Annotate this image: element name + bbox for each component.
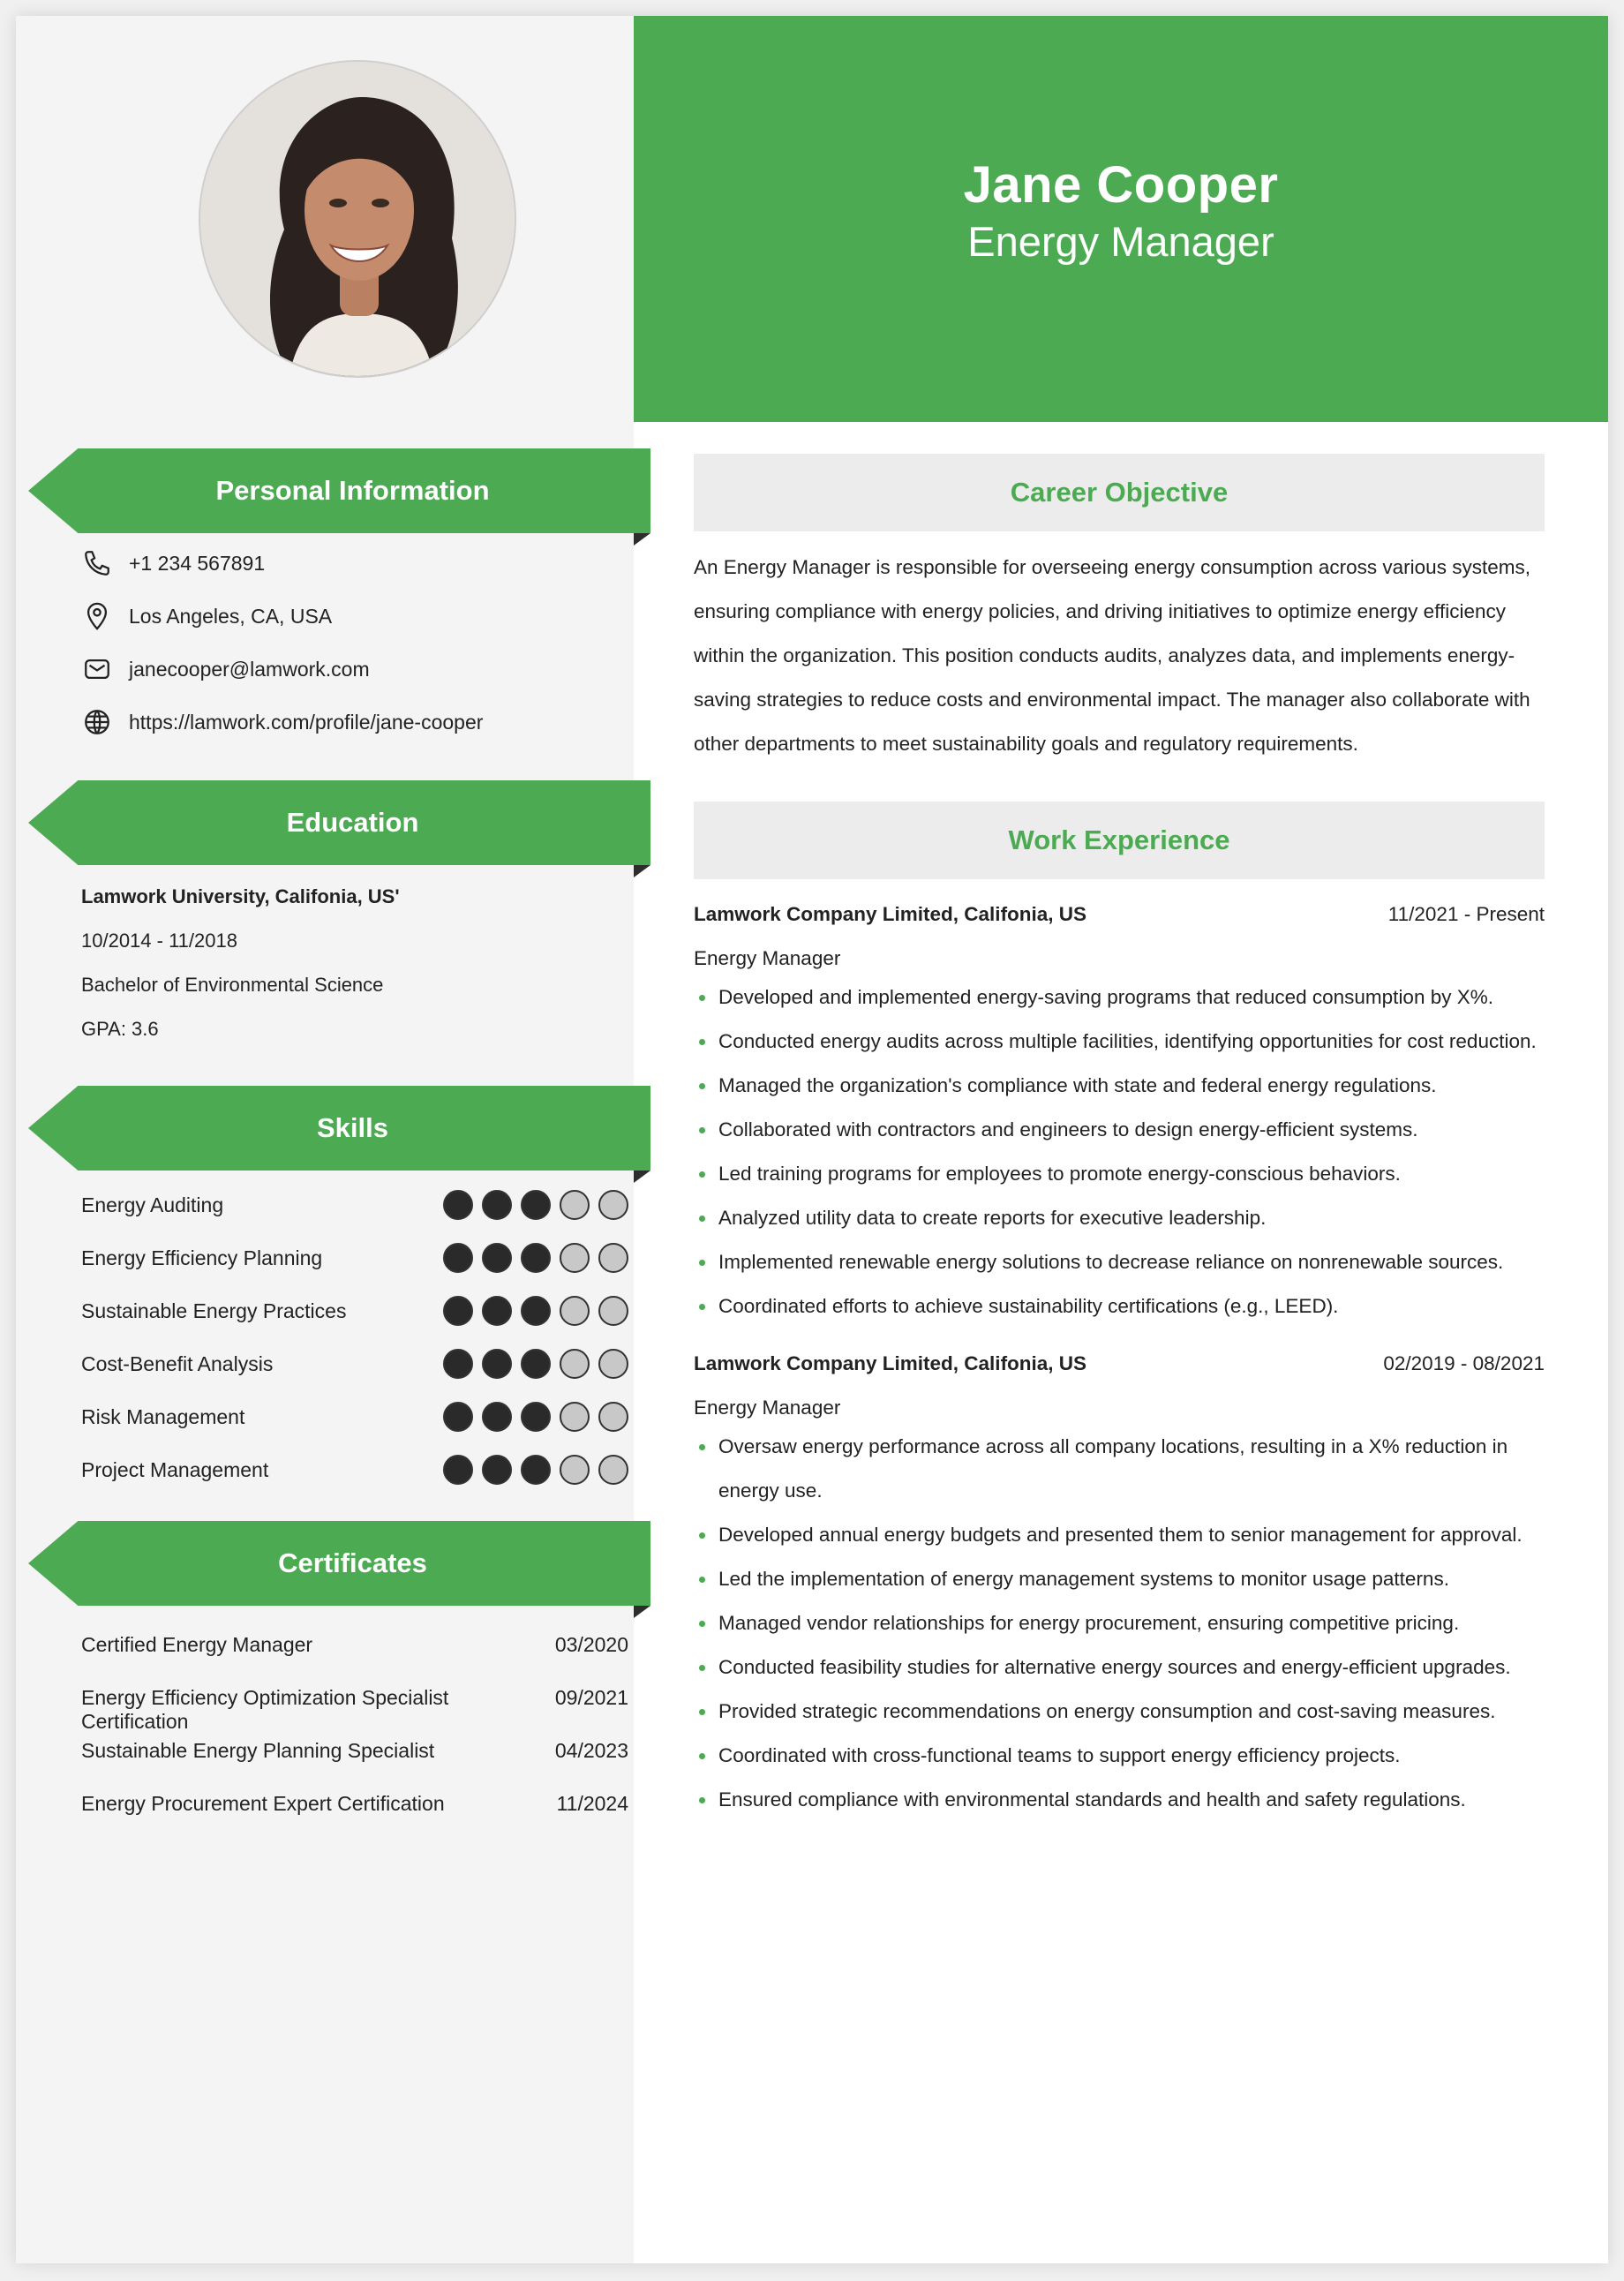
- rating-dot-filled: [482, 1455, 512, 1485]
- skill-name: Cost-Benefit Analysis: [81, 1351, 274, 1375]
- certificates-title: Certificates: [278, 1547, 427, 1578]
- personal-info-title: Personal Information: [215, 475, 490, 506]
- job-bullet: Implemented renewable energy solutions to decrease reliance on nonrenewable sources.: [694, 1240, 1545, 1284]
- rating-dot-empty: [598, 1243, 628, 1273]
- sidebar: [16, 16, 634, 2263]
- skills-title: Skills: [317, 1112, 388, 1143]
- skill-name: Energy Efficiency Planning: [81, 1246, 323, 1269]
- job-2-role: Energy Manager: [694, 1396, 841, 1419]
- header-banner: [634, 16, 1608, 422]
- job-1-bullets: [694, 975, 1545, 1329]
- candidate-name: Jane Cooper: [963, 156, 1279, 214]
- job-bullet: Led training programs for employees to promote energy-conscious behaviors.: [694, 1152, 1545, 1196]
- phone-text[interactable]: +1 234 567891: [129, 551, 266, 575]
- certificate-name: Sustainable Energy Planning Specialist: [81, 1739, 435, 1762]
- contact-phone: [79, 546, 265, 581]
- rating-dot-empty: [560, 1296, 590, 1326]
- certificate-row: [81, 1792, 628, 1816]
- job-1-company: Lamwork Company Limited, Califonia, US: [694, 903, 1087, 925]
- job-bullet: Oversaw energy performance across all company locations, resulting in a X% reduction in energy use.: [694, 1425, 1545, 1513]
- job-1-header: [694, 903, 1545, 926]
- certificate-name: Energy Procurement Expert Certification: [81, 1792, 445, 1815]
- skill-row: [81, 1296, 628, 1326]
- contact-location: [79, 598, 332, 634]
- rating-dot-filled: [521, 1296, 551, 1326]
- rating-dot-filled: [482, 1402, 512, 1432]
- rating-dot-filled: [521, 1349, 551, 1379]
- skill-rating: [443, 1190, 628, 1220]
- job-bullet: Collaborated with contractors and engineers to design energy-efficient systems.: [694, 1108, 1545, 1152]
- rating-dot-empty: [598, 1349, 628, 1379]
- rating-dot-filled: [443, 1190, 473, 1220]
- rating-dot-filled: [443, 1243, 473, 1273]
- rating-dot-empty: [598, 1296, 628, 1326]
- location-text: Los Angeles, CA, USA: [129, 604, 333, 628]
- mail-icon: [79, 651, 115, 687]
- rating-dot-empty: [560, 1243, 590, 1273]
- rating-dot-filled: [521, 1190, 551, 1220]
- website-link[interactable]: https://lamwork.com/profile/jane-cooper: [129, 710, 484, 734]
- certificate-name: Energy Efficiency Optimization Specialist Certification: [81, 1686, 449, 1733]
- rating-dot-filled: [443, 1349, 473, 1379]
- candidate-title: Energy Manager: [967, 218, 1274, 265]
- job-bullet: Managed the organization's compliance with state and federal energy regulations.: [694, 1064, 1545, 1108]
- skill-row: [81, 1455, 628, 1485]
- job-bullet: Developed annual energy budgets and presented them to senior management for approval.: [694, 1513, 1545, 1557]
- skill-rating: [443, 1402, 628, 1432]
- job-bullet: Managed vendor relationships for energy procurement, ensuring competitive pricing.: [694, 1601, 1545, 1645]
- career-objective-text: An Energy Manager is responsible for overseeing energy consumption across various systems, ensuring compliance with energy policies, and driving initiatives to optimize energy efficiency within the organization. This position conducts audits, analyzes data, and implements energy-saving strategies to reduce costs and environmental impact. The manager also collaborate with other departments to meet sustainability goals and regulatory requirements.: [694, 556, 1530, 755]
- skill-rating: [443, 1455, 628, 1485]
- skill-row: [81, 1349, 628, 1379]
- contact-email: [79, 651, 370, 687]
- skill-row: [81, 1243, 628, 1273]
- certificate-date: 04/2023: [554, 1739, 628, 1762]
- skill-name: Project Management: [81, 1457, 269, 1481]
- rating-dot-filled: [521, 1243, 551, 1273]
- profile-photo: [199, 60, 516, 378]
- rating-dot-empty: [560, 1402, 590, 1432]
- contact-website: [79, 704, 483, 740]
- skill-row: [81, 1402, 628, 1432]
- rating-dot-filled: [482, 1243, 512, 1273]
- education-degree: Bachelor of Environmental Science: [81, 974, 384, 996]
- portrait-illustration: [200, 62, 516, 378]
- education-title: Education: [286, 807, 419, 838]
- skill-name: Sustainable Energy Practices: [81, 1299, 347, 1322]
- rating-dot-filled: [521, 1455, 551, 1485]
- education-dates: 10/2014 - 11/2018: [81, 930, 237, 952]
- rating-dot-filled: [443, 1455, 473, 1485]
- rating-dot-filled: [482, 1349, 512, 1379]
- job-bullet: Coordinated efforts to achieve sustainability certifications (e.g., LEED).: [694, 1284, 1545, 1329]
- certificate-date: 09/2021: [554, 1686, 628, 1709]
- rating-dot-filled: [443, 1296, 473, 1326]
- rating-dot-empty: [560, 1190, 590, 1220]
- job-bullet: Conducted feasibility studies for alternative energy sources and energy-efficient upgrades.: [694, 1645, 1545, 1690]
- job-bullet: Provided strategic recommendations on energy consumption and cost-saving measures.: [694, 1690, 1545, 1734]
- job-bullet: Conducted energy audits across multiple facilities, identifying opportunities for cost reduction.: [694, 1020, 1545, 1064]
- job-bullet: Developed and implemented energy-saving programs that reduced consumption by X%.: [694, 975, 1545, 1020]
- job-bullet: Ensured compliance with environmental standards and health and safety regulations.: [694, 1778, 1545, 1822]
- certificates-heading: [28, 1521, 650, 1606]
- personal-info-heading: [28, 448, 650, 533]
- work-experience-heading: Work Experience: [694, 802, 1545, 879]
- skill-rating: [443, 1349, 628, 1379]
- rating-dot-empty: [598, 1455, 628, 1485]
- job-bullet: Led the implementation of energy management systems to monitor usage patterns.: [694, 1557, 1545, 1601]
- job-bullet: Coordinated with cross-functional teams to support energy efficiency projects.: [694, 1734, 1545, 1778]
- certificate-row: [81, 1633, 628, 1657]
- education-gpa: GPA: 3.6: [81, 1018, 159, 1040]
- job-2-dates: 02/2019 - 08/2021: [1383, 1352, 1545, 1374]
- rating-dot-empty: [598, 1402, 628, 1432]
- skill-name: Risk Management: [81, 1404, 245, 1428]
- education-school: Lamwork University, Califonia, US': [81, 885, 400, 907]
- certificate-row: [81, 1739, 628, 1763]
- rating-dot-filled: [482, 1296, 512, 1326]
- job-bullet: Analyzed utility data to create reports for executive leadership.: [694, 1196, 1545, 1240]
- phone-icon: [79, 546, 115, 581]
- rating-dot-filled: [482, 1190, 512, 1220]
- skill-rating: [443, 1296, 628, 1326]
- skill-rating: [443, 1243, 628, 1273]
- email-link[interactable]: janecooper@lamwork.com: [129, 657, 370, 681]
- skill-row: [81, 1190, 628, 1220]
- location-pin-icon: [79, 598, 115, 634]
- certificate-name: Certified Energy Manager: [81, 1633, 313, 1656]
- job-1-dates: 11/2021 - Present: [1387, 903, 1545, 925]
- career-objective-heading: Career Objective: [694, 454, 1545, 531]
- job-1-role: Energy Manager: [694, 947, 841, 969]
- job-2-bullets: [694, 1425, 1545, 1822]
- rating-dot-empty: [560, 1455, 590, 1485]
- certificate-date: 11/2024: [556, 1792, 628, 1815]
- job-2-company: Lamwork Company Limited, Califonia, US: [694, 1352, 1087, 1374]
- rating-dot-filled: [521, 1402, 551, 1432]
- rating-dot-empty: [598, 1190, 628, 1220]
- resume-page: [16, 16, 1608, 2263]
- globe-icon: [79, 704, 115, 740]
- job-2-header: [694, 1352, 1545, 1375]
- education-heading: [28, 780, 650, 865]
- rating-dot-empty: [560, 1349, 590, 1379]
- rating-dot-filled: [443, 1402, 473, 1432]
- certificate-row: [81, 1686, 628, 1734]
- skill-name: Energy Auditing: [81, 1193, 224, 1216]
- certificate-date: 03/2020: [554, 1633, 628, 1656]
- skills-heading: [28, 1086, 650, 1171]
